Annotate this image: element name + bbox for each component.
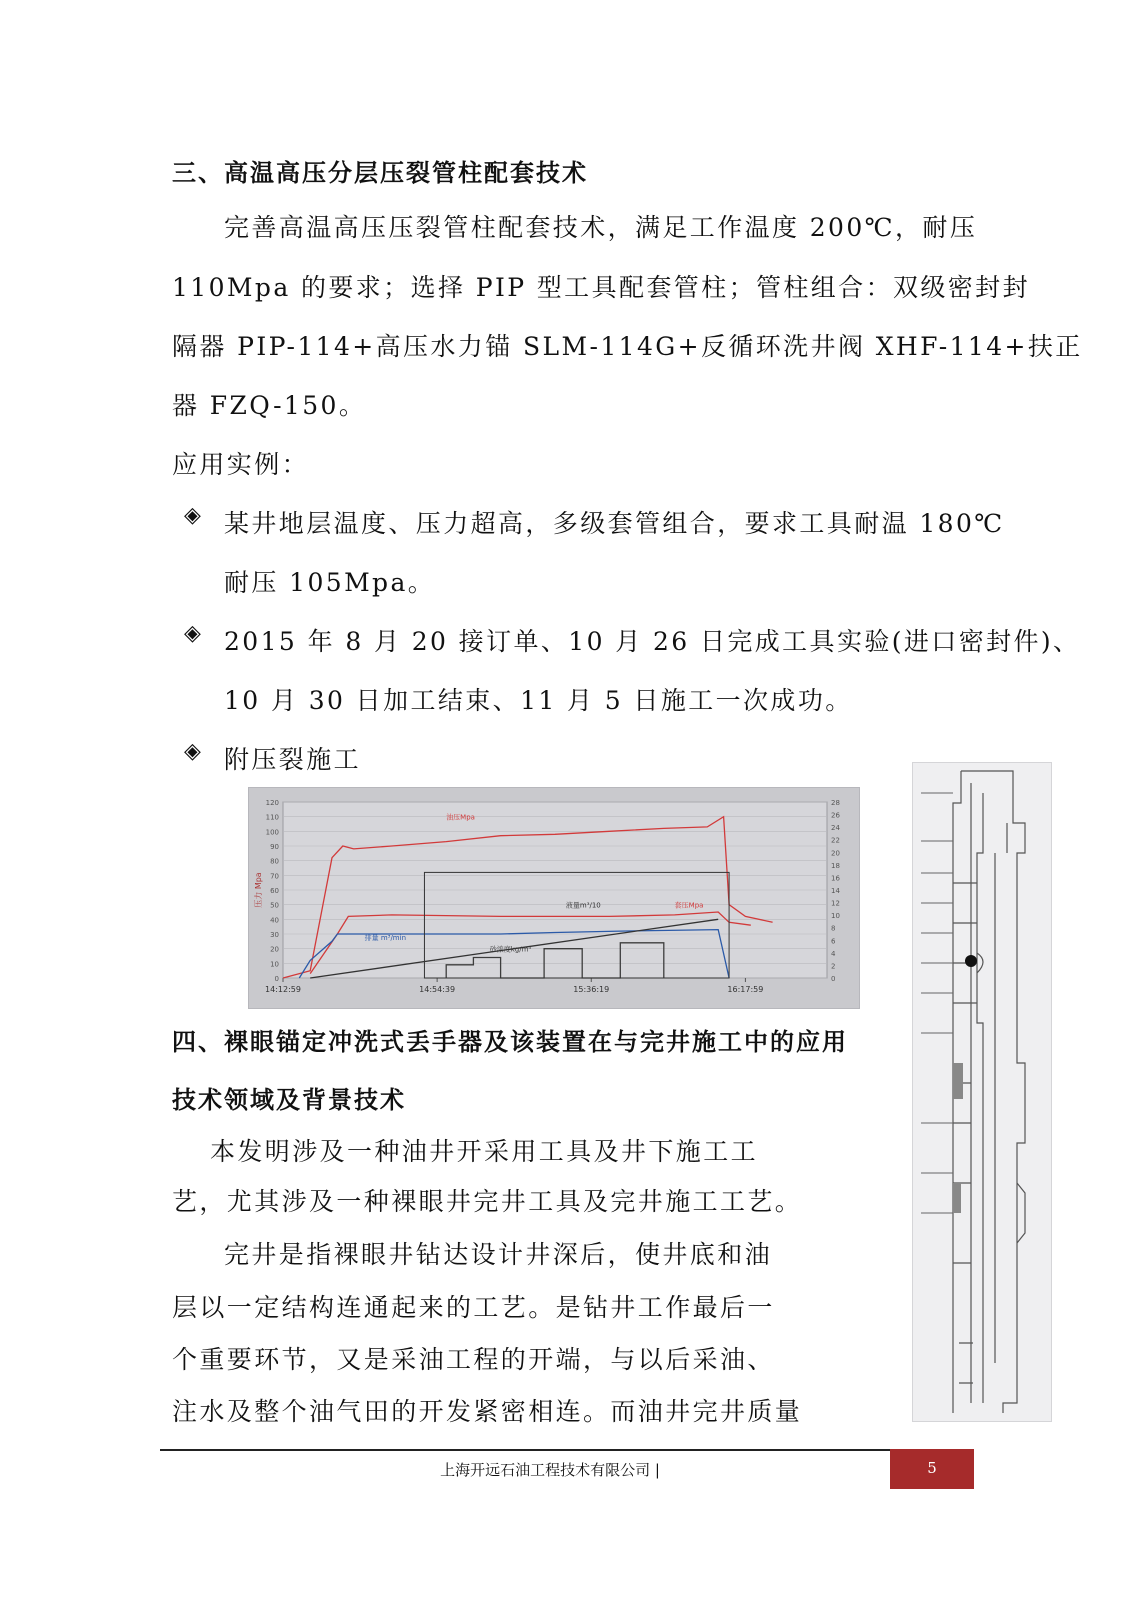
chart-y2-tick-label: 0 — [831, 975, 836, 983]
chart-y2-tick-label: 10 — [831, 912, 840, 921]
section-4-subheading: 技术领域及背景技术 — [172, 1086, 406, 1114]
chart-series-label: 液量m³/10 — [565, 901, 601, 910]
tool-drawing — [913, 763, 1051, 1421]
para-line: 艺，尤其涉及一种裸眼井完井工具及完井施工工艺。 — [172, 1187, 803, 1216]
tool-schematic-image — [912, 762, 1052, 1422]
chart-y2-tick-label: 6 — [831, 937, 836, 946]
chart-x-tick-label: 15:36:19 — [573, 985, 610, 994]
chart-y2-tick-label: 14 — [831, 887, 840, 895]
chart-y-tick-label: 40 — [270, 916, 279, 925]
chart-y2-tick-label: 26 — [831, 811, 840, 820]
footer-rule — [160, 1449, 972, 1451]
chart-x-tick-label: 14:12:59 — [265, 985, 301, 994]
chart-y-tick-label: 0 — [274, 975, 279, 983]
para-line: 完善高温高压压裂管柱配套技术，满足工作温度 200℃，耐压 — [224, 213, 978, 242]
chart-y2-tick-label: 22 — [831, 836, 840, 845]
bullet-icon: ◈ — [184, 503, 201, 528]
chart-y-tick-label: 110 — [265, 813, 279, 822]
bullet-text: 附压裂施工 — [224, 745, 362, 774]
para-line: 本发明涉及一种油井开采用工具及井下施工工 — [210, 1137, 759, 1166]
page-number: 5 — [890, 1449, 974, 1489]
bullet-text: 2015 年 8 月 20 接订单、10 月 26 日完成工具实验(进口密封件)、 — [224, 627, 1081, 656]
bullet-text: 某井地层温度、压力超高，多级套管组合，要求工具耐温 180℃ — [224, 509, 1005, 538]
chart-series-label: 油压Mpa — [446, 813, 475, 822]
chart-y-tick-label: 90 — [270, 843, 279, 851]
para-line: 110Mpa 的要求；选择 PIP 型工具配套管柱；管柱组合：双级密封封 — [172, 273, 1030, 302]
chart-y2-tick-label: 16 — [831, 874, 840, 883]
chart-y2-tick-label: 2 — [831, 962, 836, 971]
chart-series-label: 套压Mpa — [674, 901, 704, 910]
chart-svg — [249, 788, 859, 1008]
chart-y-tick-label: 70 — [270, 872, 279, 881]
chart-y-tick-label: 120 — [265, 799, 279, 807]
chart-x-tick-label: 16:17:59 — [727, 985, 764, 994]
bullet-icon: ◈ — [184, 739, 201, 764]
chart-y2-tick-label: 12 — [831, 899, 840, 908]
para-line: 个重要环节，又是采油工程的开端，与以后采油、 — [172, 1345, 775, 1374]
chart-y2-tick-label: 28 — [831, 799, 840, 807]
para-line: 器 FZQ-150。 — [172, 391, 367, 420]
bullet-text: 10 月 30 日加工结束、11 月 5 日施工一次成功。 — [224, 686, 853, 715]
para-line: 完井是指裸眼井钻达设计井深后，使井底和油 — [224, 1240, 773, 1269]
chart-y2-tick-label: 20 — [831, 849, 840, 858]
chart-y-tick-label: 80 — [270, 857, 279, 866]
chart-y2-tick-label: 8 — [831, 924, 836, 933]
section-4-heading: 四、裸眼锚定冲洗式丢手器及该装置在与完井施工中的应用 — [172, 1028, 848, 1056]
example-label: 应用实例： — [172, 450, 310, 479]
chart-series-label: 砂浓度kg/m³ — [489, 945, 532, 954]
chart-y-tick-label: 50 — [270, 901, 279, 910]
bullet-icon: ◈ — [184, 621, 201, 646]
bullet-text: 耐压 105Mpa。 — [224, 568, 436, 597]
chart-x-tick-label: 14:54:39 — [419, 985, 456, 994]
chart-y2-tick-label: 4 — [831, 949, 836, 958]
chart-y-tick-label: 100 — [265, 828, 279, 837]
chart-y-tick-label: 30 — [270, 931, 279, 939]
chart-y-tick-label: 20 — [270, 945, 279, 954]
para-line: 层以一定结构连通起来的工艺。是钻井工作最后一 — [172, 1293, 775, 1322]
fracturing-chart — [248, 787, 860, 1009]
chart-y2-tick-label: 24 — [831, 824, 840, 833]
chart-y2-tick-label: 18 — [831, 861, 840, 870]
chart-y-tick-label: 60 — [270, 887, 279, 895]
chart-y-tick-label: 10 — [270, 960, 279, 969]
chart-y-label: 压力 Mpa — [254, 872, 263, 908]
chart-series-label: 排量 m³/min — [364, 933, 407, 942]
para-line: 隔器 PIP-114+高压水力锚 SLM-114G+反循环洗井阀 XHF-114+扶正 — [172, 332, 1083, 361]
section-3-heading: 三、高温高压分层压裂管柱配套技术 — [172, 159, 588, 187]
footer-company: 上海开远石油工程技术有限公司 | — [440, 1461, 660, 1479]
para-line: 注水及整个油气田的开发紧密相连。而油井完井质量 — [172, 1397, 803, 1426]
